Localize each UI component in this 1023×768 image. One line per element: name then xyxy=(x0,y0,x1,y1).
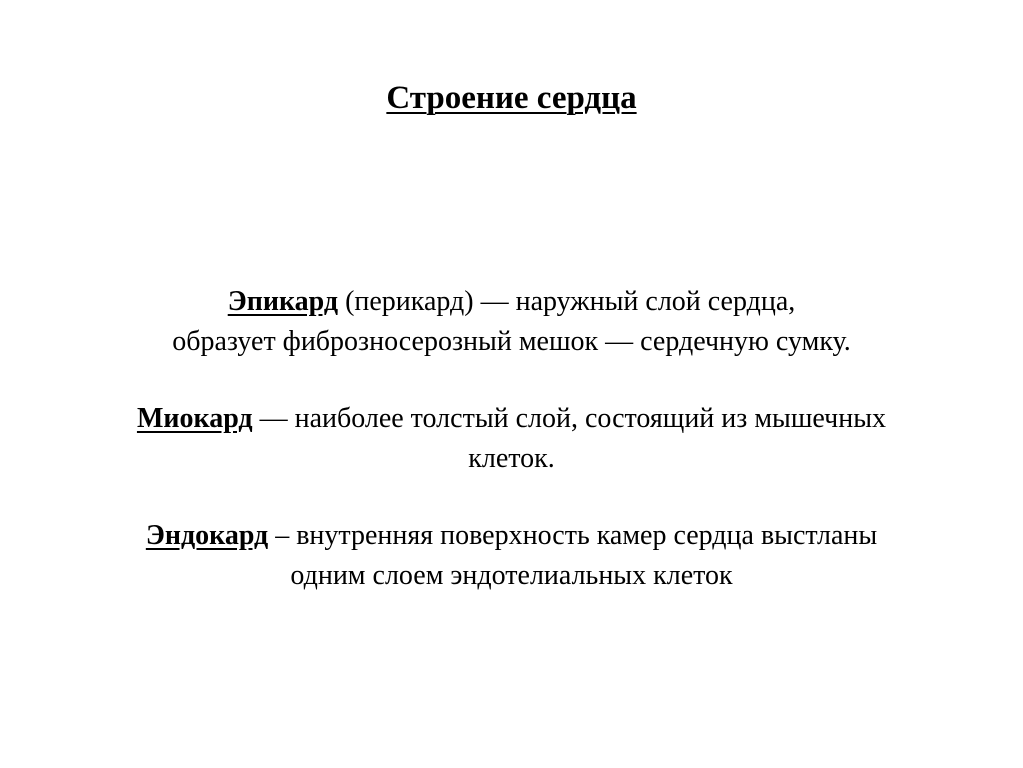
term-epicardium: Эпикард xyxy=(227,286,339,317)
term-myocardium: Миокард xyxy=(136,403,253,434)
definition-continuation: клеток. xyxy=(468,443,555,474)
definition-text: — наиболее толстый слой, состоящий из мышечных xyxy=(252,403,887,434)
definition-text: (перикард) — наружный слой сердца, xyxy=(338,286,796,317)
slide-body xyxy=(40,282,983,596)
slide-title xyxy=(0,76,1023,120)
paragraph-line xyxy=(40,399,983,439)
paragraph-epicardium xyxy=(40,282,983,362)
paragraph-endocardium xyxy=(40,516,983,596)
paragraph-line xyxy=(40,282,983,322)
paragraph-myocardium xyxy=(40,399,983,479)
definition-continuation: образует фиброзносерозный мешок — сердечную сумку. xyxy=(172,326,851,357)
term-endocardium: Эндокард xyxy=(145,520,269,551)
definition-text: – внутренняя поверхность камер сердца выстланы xyxy=(268,520,878,551)
slide-title-text: Строение сердца xyxy=(386,80,637,116)
definition-continuation: одним слоем эндотелиальных клеток xyxy=(290,560,733,591)
paragraph-line xyxy=(40,516,983,556)
